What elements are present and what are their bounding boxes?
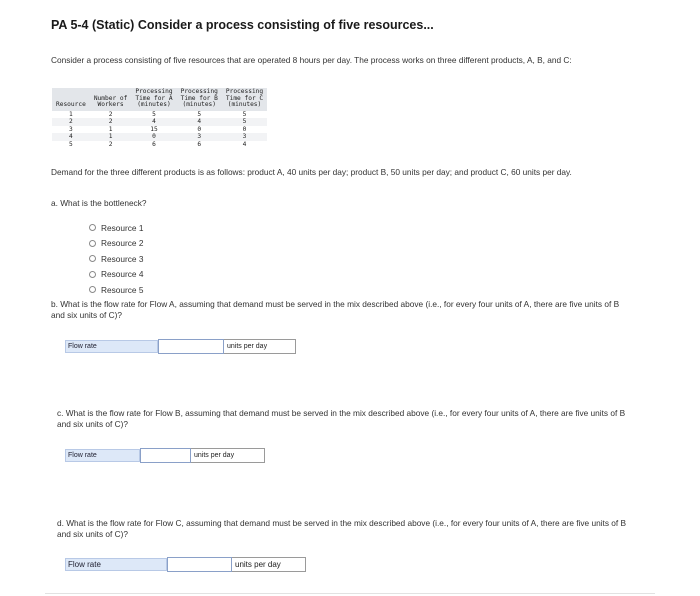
table-cell: 1 (108, 125, 113, 133)
flow-rate-row-b (65, 339, 296, 354)
units-label: units per day (224, 339, 296, 354)
table-row (52, 111, 267, 119)
table-cell: 3 (69, 125, 73, 133)
question-a: a. What is the bottleneck? (51, 198, 147, 208)
table-cell: 0 (242, 125, 247, 133)
radio-resource-2[interactable] (89, 236, 143, 252)
question-c: c. What is the flow rate for Flow B, assuming that demand must be served in the mix described above (i.e., for every four units of A, there are five units of B and six units of C)? (57, 408, 626, 429)
table-cell: 0 (131, 133, 176, 141)
table-cell: 4 (131, 118, 176, 126)
bottleneck-options (89, 220, 143, 298)
table-row (52, 141, 267, 149)
intro-text: Consider a process consisting of five resources that are operated 8 hours per day. The process works on three different products, A, B, and C: (51, 55, 572, 65)
radio-circle-icon[interactable] (89, 286, 96, 293)
table-cell: 3 (222, 133, 267, 141)
table-body (52, 111, 267, 149)
flow-rate-label: Flow rate (65, 340, 158, 353)
radio-circle-icon[interactable] (89, 224, 96, 231)
flow-rate-label: Flow rate (65, 449, 140, 462)
table-cell: 3 (177, 133, 222, 141)
radio-resource-3[interactable] (89, 251, 143, 267)
units-label: units per day (191, 448, 265, 463)
table-cell: 2 (52, 118, 90, 126)
table-cell: 5 (197, 110, 202, 118)
table-cell: 5 (242, 110, 247, 118)
radio-circle-icon[interactable] (89, 255, 96, 262)
table-header-row (52, 88, 267, 111)
divider (45, 593, 655, 594)
flow-rate-row-d (65, 557, 306, 572)
radio-label: Resource 2 (101, 238, 144, 249)
table-row (52, 133, 267, 141)
table-header-cell: Processing Time for B (minutes) (177, 88, 222, 111)
table-cell: 0 (197, 125, 202, 133)
page-title: PA 5-4 (Static) Consider a process consisting of five resources... (51, 18, 434, 32)
radio-label: Resource 4 (101, 269, 144, 280)
radio-resource-1[interactable] (89, 220, 143, 236)
table-header-cell: Processing Time for C (minutes) (222, 88, 267, 111)
table-cell: 2 (90, 118, 132, 126)
radio-resource-5[interactable] (89, 282, 143, 298)
table-cell: 2 (108, 110, 113, 118)
radio-resource-4[interactable] (89, 267, 143, 283)
table-cell: 5 (69, 140, 73, 148)
units-label: units per day (232, 557, 306, 572)
table-cell: 6 (197, 140, 202, 148)
radio-label: Resource 3 (101, 253, 144, 264)
radio-label: Resource 1 (101, 222, 144, 233)
table-row (52, 126, 267, 134)
table-cell: 1 (90, 133, 132, 141)
table-cell: 5 (222, 118, 267, 126)
table-row (52, 118, 267, 126)
question-d: d. What is the flow rate for Flow C, assuming that demand must be served in the mix described above (i.e., for every four units of A, there are five units of B and six units of C)? (57, 518, 627, 539)
radio-circle-icon[interactable] (89, 240, 96, 247)
table-header-cell: Resource (52, 88, 90, 111)
radio-circle-icon[interactable] (89, 271, 96, 278)
radio-label: Resource 5 (101, 284, 144, 295)
table-cell: 4 (242, 140, 247, 148)
table-cell: 1 (69, 110, 73, 118)
table-header-cell: Number of Workers (90, 88, 132, 111)
flow-rate-row-c (65, 448, 265, 463)
table-cell: 15 (150, 125, 158, 133)
flow-rate-c-input[interactable] (167, 557, 232, 572)
table-cell: 5 (152, 110, 156, 118)
table-cell: 6 (152, 140, 156, 148)
table-cell: 4 (177, 118, 222, 126)
flow-rate-b-input[interactable] (140, 448, 191, 463)
flow-rate-label: Flow rate (65, 558, 167, 571)
resource-table (52, 88, 267, 148)
table-header-cell: Processing Time for A (minutes) (131, 88, 176, 111)
question-b: b. What is the flow rate for Flow A, assuming that demand must be served in the mix described above (i.e., for every four units of A, there are five units of B and six units of C)? (51, 299, 620, 320)
table-cell: 4 (52, 133, 90, 141)
table-cell: 2 (108, 140, 113, 148)
flow-rate-a-input[interactable] (158, 339, 224, 354)
demand-text: Demand for the three different products is as follows: product A, 40 units per day; product B, 50 units per day; and product C, 60 units per day. (51, 167, 572, 177)
